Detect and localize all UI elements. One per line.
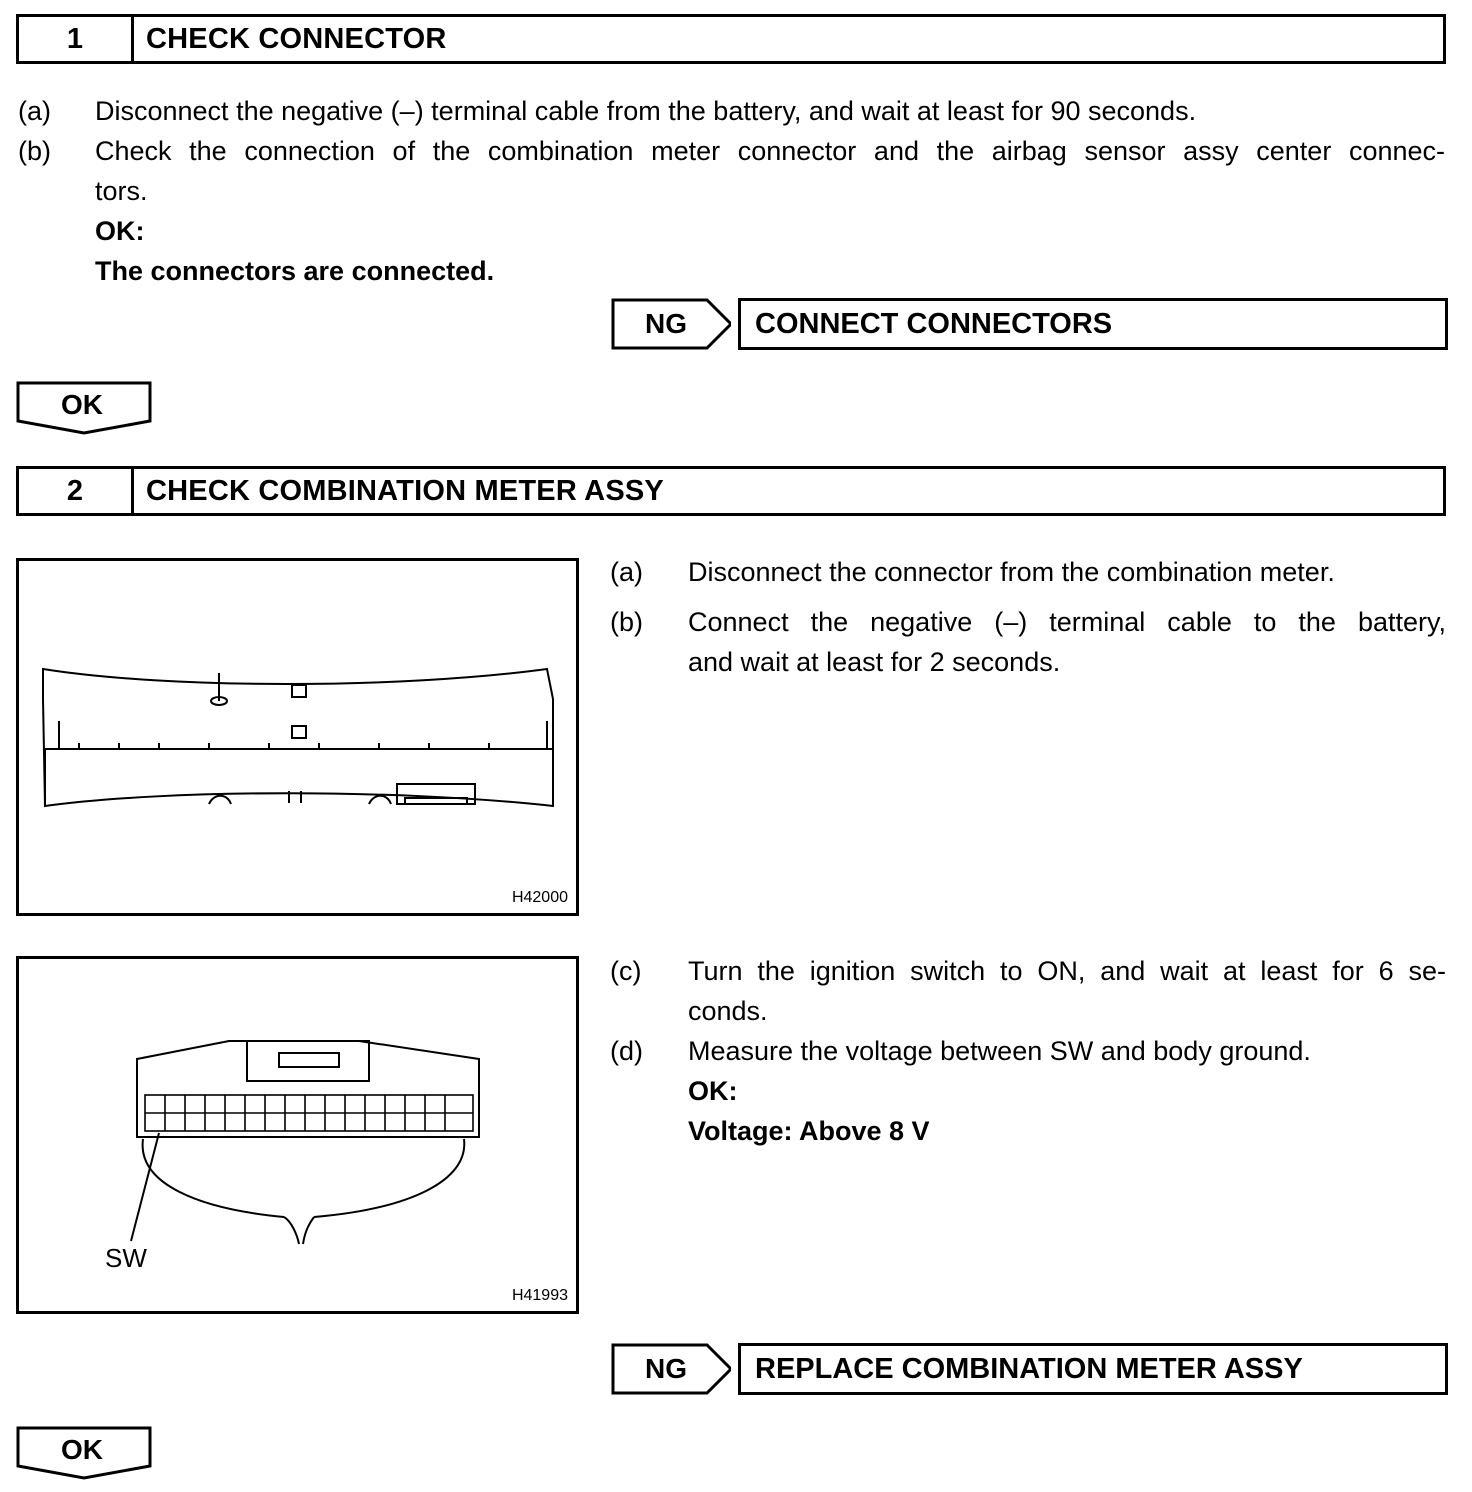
- ok-criteria-value: Voltage: Above 8 V: [688, 1116, 930, 1146]
- ok-criteria-label: OK:: [688, 1076, 738, 1106]
- item-text-continued: tors.: [95, 176, 148, 206]
- ng-arrow: [611, 298, 731, 350]
- sw-callout: SW: [105, 1243, 147, 1273]
- item-text: Disconnect the connector from the combination meter.: [688, 557, 1335, 587]
- ng-result-box: CONNECT CONNECTORS: [738, 298, 1448, 350]
- item-label: (b): [18, 136, 51, 166]
- step-1-header: [16, 14, 1446, 64]
- ok-arrow-label: OK: [61, 1434, 103, 1465]
- item-label: (d): [610, 1036, 643, 1066]
- ok-arrow-label: OK: [61, 389, 103, 420]
- ok-criteria-value: The connectors are connected.: [95, 256, 495, 286]
- item-text: Measure the voltage between SW and body ground.: [688, 1036, 1311, 1066]
- ng-arrow: [611, 1343, 731, 1395]
- figure-connector-sw: [16, 956, 579, 1314]
- step-number: 1: [19, 17, 134, 61]
- combination-meter-illustration: [19, 561, 582, 919]
- item-text-continued: conds.: [688, 996, 768, 1026]
- ok-criteria-label: OK:: [95, 216, 145, 246]
- ok-arrow: [16, 1426, 152, 1480]
- ok-arrow: [16, 381, 152, 435]
- item-text: Disconnect the negative (–) terminal cable from the battery, and wait at least for 90 seconds.: [95, 96, 1197, 126]
- item-label: (b): [610, 607, 643, 637]
- step-title: CHECK CONNECTOR: [146, 22, 447, 55]
- item-text: Connect the negative (–) terminal cable to the battery,: [688, 607, 1446, 637]
- step-2-header: [16, 466, 1446, 516]
- ng-label: NG: [645, 308, 687, 339]
- step-title: CHECK COMBINATION METER ASSY: [146, 474, 664, 507]
- item-text: Turn the ignition switch to ON, and wait at least for 6 se-: [688, 956, 1446, 986]
- figure-id: H41993: [511, 1287, 568, 1304]
- item-label: (c): [610, 956, 642, 986]
- item-label: (a): [18, 96, 51, 126]
- connector-terminal-illustration: [19, 959, 582, 1317]
- item-text: Check the connection of the combination meter connector and the airbag sensor assy center connec-: [95, 136, 1445, 166]
- item-label: (a): [610, 557, 643, 587]
- ng-result-box: REPLACE COMBINATION METER ASSY: [738, 1343, 1448, 1395]
- step-number: 2: [19, 469, 134, 513]
- figure-combination-meter: [16, 558, 579, 916]
- item-text-continued: and wait at least for 2 seconds.: [688, 647, 1061, 677]
- ng-label: NG: [645, 1353, 687, 1384]
- figure-id: H42000: [511, 889, 568, 906]
